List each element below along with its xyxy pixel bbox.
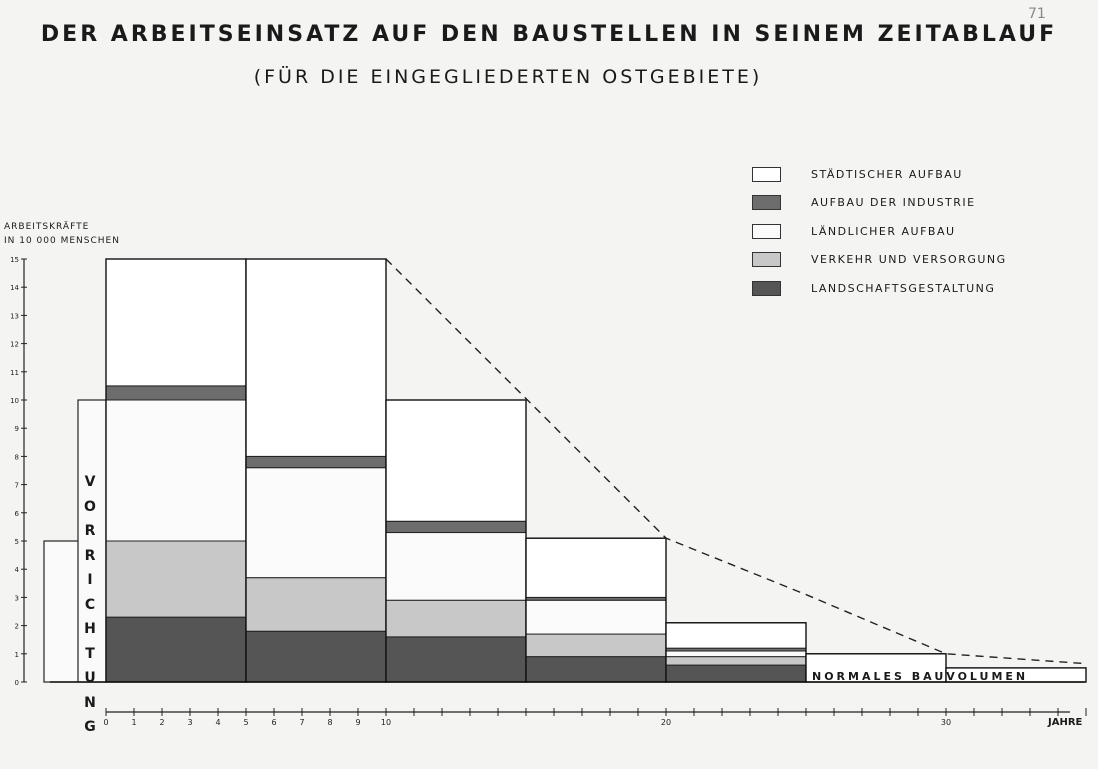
x-tick-label: 3 <box>187 718 193 727</box>
preparation-letter: U <box>84 670 96 686</box>
industry-segment <box>386 521 526 532</box>
transport-segment <box>386 600 526 637</box>
y-tick-label: 0 <box>14 679 19 687</box>
x-tick-label: 1 <box>131 718 137 727</box>
transport-segment <box>106 541 246 617</box>
landscape-segment <box>526 657 666 682</box>
urban-segment <box>526 538 666 597</box>
legend-swatch <box>752 281 781 296</box>
legend-swatch <box>752 252 781 267</box>
rural-segment <box>386 533 526 601</box>
landscape-segment <box>666 665 806 682</box>
preparation-letter: H <box>84 621 96 637</box>
rural-segment <box>106 400 246 541</box>
y-tick-label: 15 <box>10 256 19 264</box>
landscape-segment <box>246 631 386 682</box>
page-number: 71 <box>1028 6 1046 22</box>
legend-item <box>752 274 1007 303</box>
preparation-letter: I <box>87 572 93 588</box>
y-tick-label: 13 <box>10 312 19 321</box>
y-tick-label: 14 <box>10 284 19 293</box>
legend-label: AUFBAU DER INDUSTRIE <box>811 196 976 210</box>
legend-label: VERKEHR UND VERSORGUNG <box>811 253 1007 267</box>
rural-segment <box>526 600 666 634</box>
urban-segment <box>666 623 806 648</box>
y-axis-unit: IN 10 000 MENSCHEN <box>4 236 120 246</box>
y-tick-label: 12 <box>10 340 19 349</box>
y-tick-label: 9 <box>14 425 19 434</box>
urban-segment <box>246 259 386 456</box>
y-tick-label: 2 <box>14 622 19 631</box>
x-tick-label: 5 <box>243 718 249 727</box>
x-tick-label: 0 <box>103 718 109 727</box>
legend-swatch <box>752 167 781 182</box>
x-tick-label: 8 <box>327 718 333 727</box>
preparation-letter: C <box>84 596 96 613</box>
industry-segment <box>106 386 246 400</box>
transport-segment <box>526 634 666 657</box>
preparation-label <box>80 470 100 740</box>
preparation-letter: N <box>84 694 96 711</box>
y-tick-label: 5 <box>14 538 19 546</box>
x-tick-label: 7 <box>299 718 305 727</box>
preparation-letter: O <box>84 498 96 515</box>
y-tick-label: 6 <box>14 509 19 518</box>
x-tick-label: 6 <box>271 718 277 727</box>
x-tick-label: 10 <box>380 718 392 727</box>
chart-subtitle: (FÜR DIE EINGEGLIEDERTEN OSTGEBIETE) <box>253 66 763 88</box>
y-tick-label: 10 <box>10 397 19 405</box>
legend-item <box>752 189 1007 218</box>
x-tick-label: 30 <box>940 718 952 727</box>
x-axis-label: JAHRE <box>1048 717 1083 728</box>
preparation-letter: V <box>84 474 96 490</box>
x-tick-label: 9 <box>355 718 361 727</box>
legend <box>752 160 1007 303</box>
legend-item <box>752 246 1007 275</box>
landscape-segment <box>106 617 246 682</box>
legend-label: LÄNDLICHER AUFBAU <box>811 224 956 238</box>
rural-segment <box>246 468 386 578</box>
legend-swatch <box>752 224 781 239</box>
preparation-letter: G <box>84 719 96 735</box>
transport-segment <box>666 657 806 665</box>
legend-item <box>752 160 1007 189</box>
preparation-letter: R <box>84 547 96 564</box>
transport-segment <box>246 578 386 632</box>
chart-title: DER ARBEITSEINSATZ AUF DEN BAUSTELLEN IN SEINEM ZEITABLAUF <box>40 22 1058 47</box>
legend-item <box>752 217 1007 246</box>
y-tick-label: 11 <box>10 368 19 377</box>
y-tick-label: 7 <box>14 481 19 490</box>
y-tick-label: 3 <box>14 594 19 603</box>
urban-segment <box>106 259 246 386</box>
x-tick-label: 2 <box>159 718 165 727</box>
legend-label: STÄDTISCHER AUFBAU <box>811 167 963 181</box>
y-axis-label: ARBEITSKRÄFTE <box>4 222 90 232</box>
x-tick-label: 20 <box>660 718 672 727</box>
y-tick-label: 1 <box>14 650 19 659</box>
legend-swatch <box>752 195 781 210</box>
x-tick-label: 4 <box>215 718 221 727</box>
y-tick-label: 8 <box>14 453 19 462</box>
preparation-letter: T <box>85 645 95 662</box>
y-tick-label: 4 <box>14 566 19 575</box>
preparation-letter: R <box>84 523 96 539</box>
rural-segment <box>666 651 806 657</box>
normal-volume-label: NORMALES BAUVOLUMEN <box>812 670 1029 683</box>
urban-segment <box>386 400 526 521</box>
landscape-segment <box>386 637 526 682</box>
legend-label: LANDSCHAFTSGESTALTUNG <box>811 281 996 295</box>
industry-segment <box>246 456 386 467</box>
